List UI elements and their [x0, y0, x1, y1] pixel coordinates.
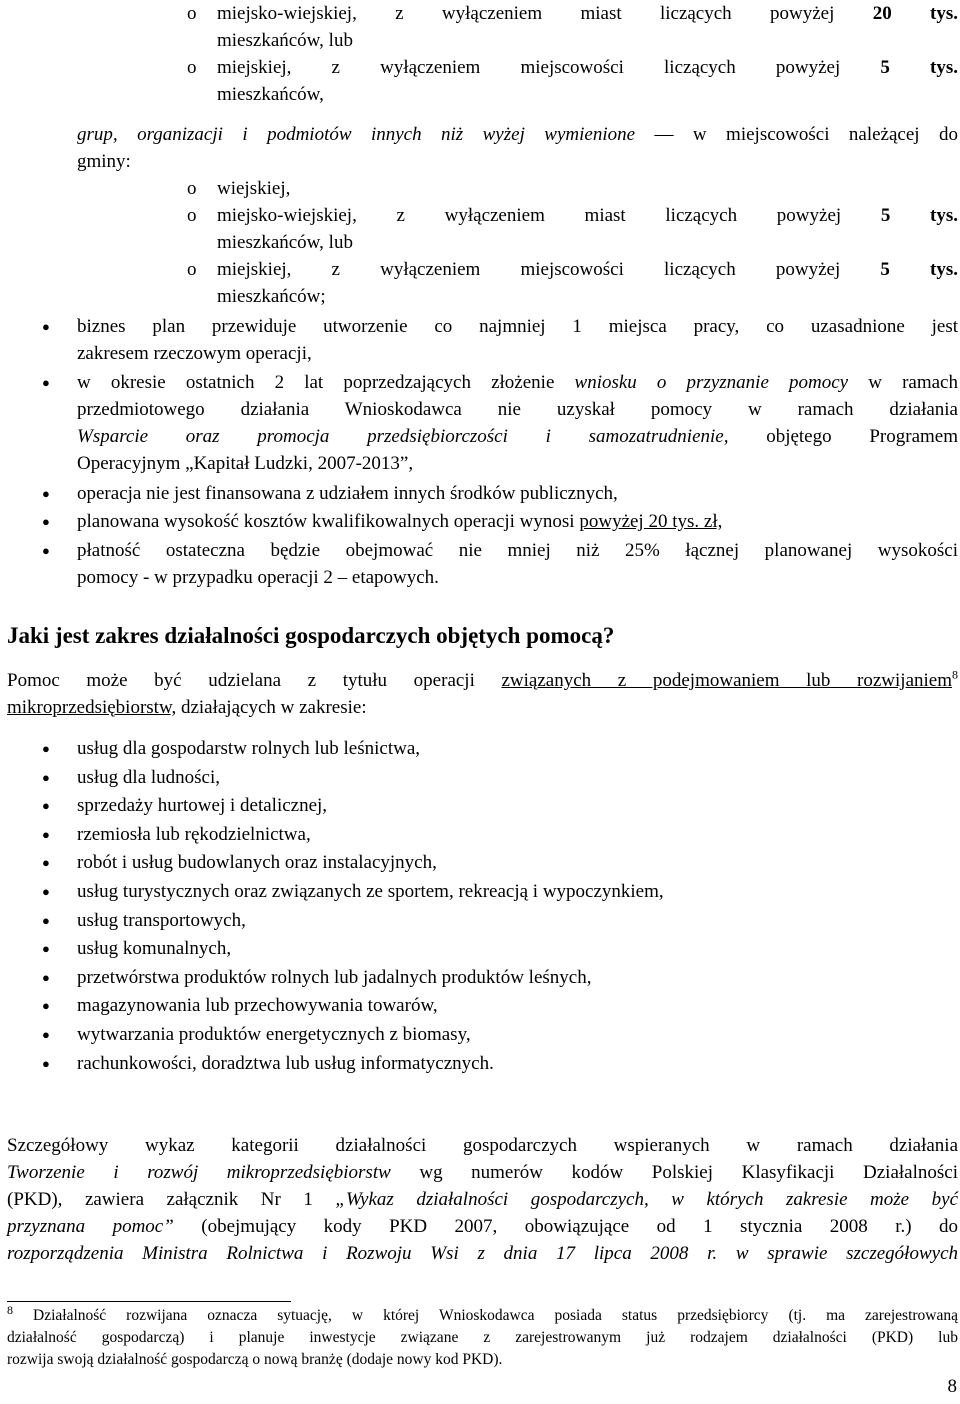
bullet-marker: ●: [42, 1027, 50, 1042]
section-heading: Jaki jest zakres działalności gospodarczych objętych pomocą?: [7, 623, 615, 648]
footnote-reference[interactable]: 8: [952, 667, 958, 682]
document-page: o miejsko-wiejskiej, z wyłączeniem miast liczących powyżej 20 tys. mieszkańców, lub o miejskiej, z wyłączeniem miejscowości liczących powyżej 5 tys. mieszkańców, grup, organizacji i podmiotów innych niż wyżej wymienione — w miejscowości należącej do gminy: o wiejskiej, o miejsko-wiejskiej, z wyłączeniem miast liczących powyżej 5 tys. mieszkańców, lub o miejskiej, z wyłączeniem miejscowości liczących powyżej 5 tys. mieszkańców; ● biznes plan przewiduje utworzenie co najmniej 1 miejsca pracy, co uzasadnione jest zakresem rzeczowym operacji, ● w okresie ostatnich 2 lat poprzedzających złożenie wniosku o przyznanie pomocy w ramach przedmiotowego działania Wnioskodawca nie uzyskał pomocy w ramach działania Wsparcie oraz promocja przedsiębiorczości i samozatrudnienie, objętego Programem Operacyjnym „Kapitał Ludzki, 2007-2013”, ● operacja nie jest finansowana z udziałem innych środków publicznych, ● planowana wysokość kosztów kwalifikowalnych operacji wynosi powyżej 20 tys. zł, ● płatność ostateczna będzie obejmować nie mniej niż 25% łącznej planowanej wysokości pomocy - w przypadku operacji 2 – etapowych. Jaki jest zakres działalności gospodarczych objętych pomocą? Pomoc może być udzielana z tytułu operacji związanych z podejmowaniem lub rozwijaniem$^8$ mikroprzedsiębiorstw, działających w zakresie: ● usług dla gospodarstw rolnych lub leśnictwa, ● usług dla ludności, ● sprzedaży hurtowej i detalicznej, ● rzemiosła lub rękodzielnictwa, ● robót i usług budowlanych oraz instalacyjnych, ● usług turystycznych oraz związanych ze sportem, rekreacją i wypoczynkiem, ● usług transportowych, ● usług komunalnych, ● przetwórstwa produktów rolnych lub jadalnych produktów leśnych, ● magazynowania lub przechowywania towarów, ● wytwarzania produktów energetycznych z biomasy, ● rachunkowości, doradztwa lub usług informatycznych. Szczegółowy wykaz kategorii działalności gospodarczych wspieranych w ramach działania Tworzenie i rozwój mikroprzedsiębiorstw wg numerów kodów Polskiej Klasyfikacji Działalności (PKD), zawiera załącznik Nr 1 „Wykaz działalności gospodarczych, w których zakresie może być przyznana pomoc” (obejmujący kody PKD 2007, obowiązujące od 1 stycznia 2008 r.) do rozporządzenia Ministra Rolnictwa i Rozwoju Wsi z dnia 17 lipca 2008 r. w sprawie szczegółowych $^8$ Działalność rozwijana oznacza sytuację, w której Wnioskodawca posiada status przedsiębiorcy (tj. ma zarejestrowaną działalność gospodarczą) i planuje inwestycje związane z zarejestrowanym już rodzajem działalności (PKD) lub rozwija swoją działalność gospodarczą o nową branżę (dodaje nowy kod PKD). 8: [0, 0, 960, 1404]
bullet-marker: ●: [42, 741, 50, 756]
page-number: 8: [947, 1376, 957, 1397]
footnote-number: 8: [7, 1302, 13, 1317]
scope-item-text: magazynowania lub przechowywania towarów,: [77, 995, 438, 1017]
footnote: $^8$ Działalność rozwijana oznacza sytuację, w której Wnioskodawca posiada status przedsiębiorcy (tj. ma zarejestrowaną działalność gospodarczą) i planuje inwestycje związane z zarejestrowanym już rodzajem działalności (PKD) lub rozwija swoją działalność gospodarczą o nową branżę (dodaje nowy kod PKD).: [7, 1302, 958, 1368]
scope-item-text: wytwarzania produktów energetycznych z biomasy,: [77, 1024, 471, 1045]
grup-paragraph: grup, organizacji i podmiotów innych niż wyżej wymienione — w miejscowości należącej do gminy:: [77, 124, 958, 172]
scope-item-text: przetwórstwa produktów rolnych lub jadalnych produktów leśnych,: [77, 966, 592, 988]
bullet-marker: ●: [42, 941, 50, 957]
circle-bullet-marker: o: [187, 3, 197, 24]
bullet-marker: ●: [42, 319, 50, 334]
scope-item-text: usług komunalnych,: [77, 938, 232, 960]
bullet-marker: ●: [42, 998, 50, 1014]
bullet-marker: ●: [42, 969, 50, 985]
bullet-marker: ●: [42, 884, 50, 899]
bullet-marker: ●: [42, 798, 50, 814]
footnote-separator: [7, 1301, 291, 1302]
circle-bullet-marker: o: [187, 259, 197, 280]
bullet-marker: ●: [42, 769, 50, 785]
bullet-marker: ●: [42, 375, 50, 390]
detail-paragraph: Szczegółowy wykaz kategorii działalności gospodarczych wspieranych w ramach działania Tworzenie i rozwój mikroprzedsiębiorstw wg numerów kodów Polskiej Klasyfikacji Działalności (PKD), zawiera załącznik Nr 1 „Wykaz działalności gospodarczych, w których zakresie może być przyznana pomoc” (obejmujący kody PKD 2007, obowiązujące od 1 stycznia 2008 r.) do rozporządzenia Ministra Rolnictwa i Rozwoju Wsi z dnia 17 lipca 2008 r. w sprawie szczegółowych: [7, 1135, 959, 1264]
bullet-marker: ●: [42, 826, 50, 842]
scope-item-text: robót i usług budowlanych oraz instalacyjnych,: [77, 852, 437, 874]
circle-bullet-marker: o: [187, 205, 197, 226]
sublist-line: mieszkańców,: [217, 84, 324, 105]
scope-item-text: sprzedaży hurtowej i detalicznej,: [77, 795, 328, 817]
circle-bullet-marker: o: [187, 178, 197, 199]
scope-item-text: usług dla gospodarstw rolnych lub leśnictwa,: [77, 738, 421, 759]
sublist-line: miejskiej, z wyłączeniem miejscowości liczących powyżej 5 tys.: [217, 57, 958, 78]
bullet-marker: ●: [42, 855, 50, 871]
scope-item-text: rzemiosła lub rękodzielnictwa,: [77, 823, 311, 845]
sublist-line: mieszkańców, lub: [217, 30, 353, 51]
bullet-marker: ●: [42, 543, 50, 558]
bullet-marker: ●: [42, 514, 50, 529]
scope-item-text: rachunkowości, doradztwa lub usług informatycznych.: [77, 1052, 494, 1074]
bullet-marker: ●: [42, 486, 50, 501]
sublist-line: miejsko-wiejskiej, z wyłączeniem miast liczących powyżej 20 tys.: [217, 3, 958, 24]
intro-paragraph: Pomoc może być udzielana z tytułu operacji związanych z podejmowaniem lub rozwijaniem$^8$ mikroprzedsiębiorstw, działających w zakresie:: [7, 667, 958, 718]
scope-item-text: usług turystycznych oraz związanych ze sportem, rekreacją i wypoczynkiem,: [77, 881, 664, 902]
bullet-marker: ●: [42, 1055, 50, 1071]
scope-item-text: usług dla ludności,: [77, 766, 221, 788]
bullet-marker: ●: [42, 912, 50, 928]
circle-bullet-marker: o: [187, 57, 197, 78]
scope-item-text: usług transportowych,: [77, 909, 246, 931]
